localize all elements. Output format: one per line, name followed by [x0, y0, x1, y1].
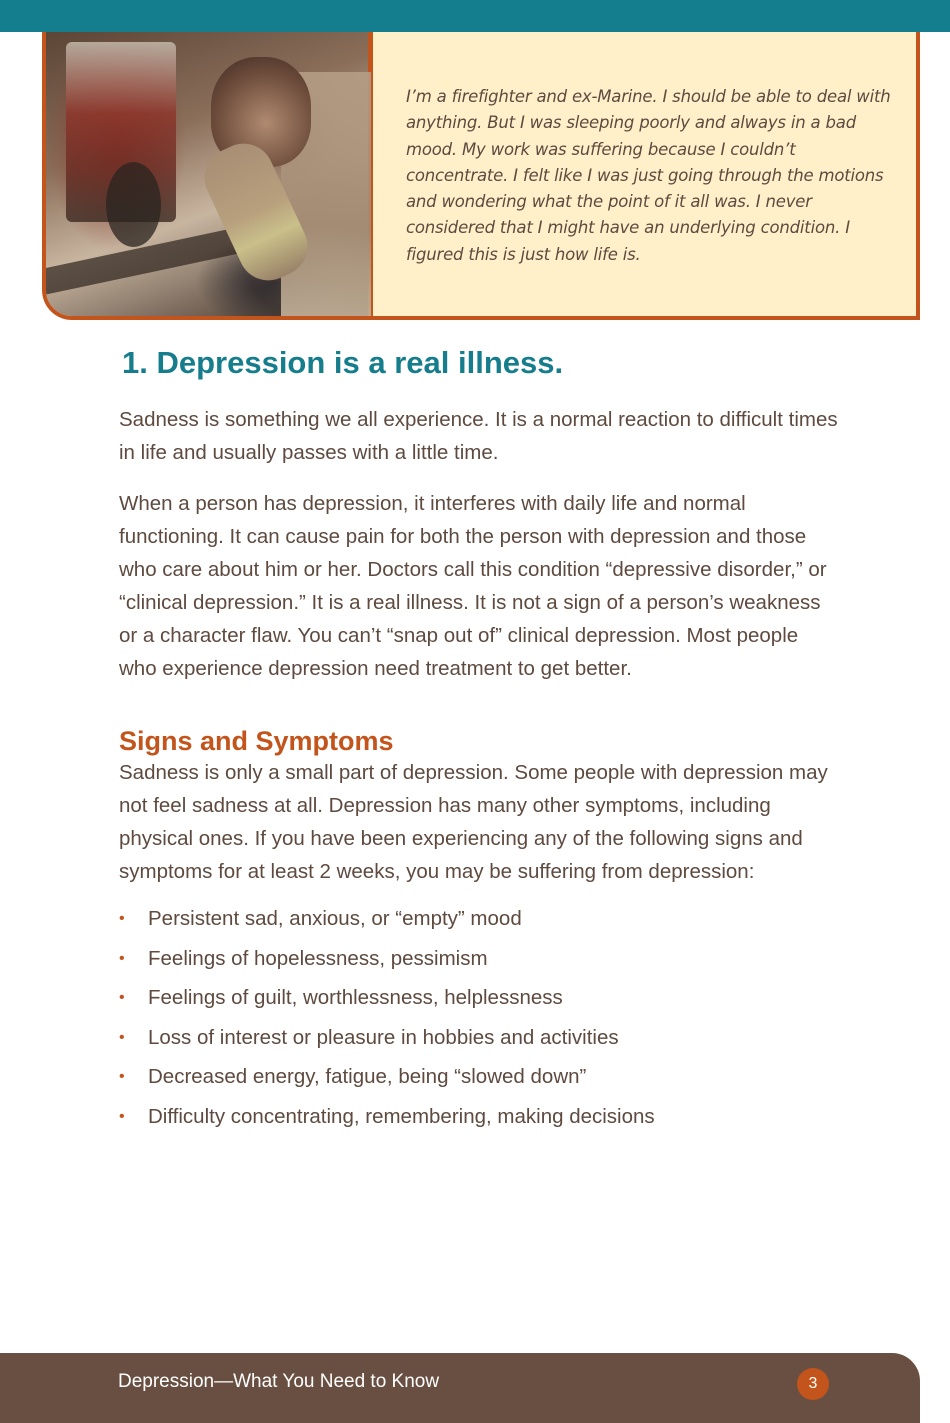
depression-paragraph: When a person has depression, it interferes with daily life and normal functioning. It can cause pain for both the person with depression and those who care about him or her. Doctors call this condition “depressive disorder,” or “clinical depression.” It is a real illness. It is not a sign of a person’s weakness or a character flaw. You can’t “snap out of” clinical depression. Most people who experience depression need treatment to get better.	[119, 492, 827, 680]
bullet-icon: •	[119, 1028, 125, 1046]
list-item	[119, 1018, 839, 1058]
list-item	[119, 978, 839, 1018]
signs-heading: Signs and Symptoms	[119, 726, 394, 756]
symptom-text: Difficulty concentrating, remembering, making decisions	[148, 1104, 655, 1128]
signs-intro: Sadness is only a small part of depression. Some people with depression may not feel sadness at all. Depression has many other symptoms, including physical ones. If you have been experiencing any of the following signs and symptoms for at least 2 weeks, you may be suffering from depression:	[119, 761, 828, 883]
symptom-text: Loss of interest or pleasure in hobbies and activities	[148, 1025, 619, 1049]
list-item	[119, 1057, 839, 1097]
testimonial-quote	[373, 32, 916, 316]
bullet-icon: •	[119, 949, 125, 967]
symptom-text: Feelings of hopelessness, pessimism	[148, 946, 488, 970]
bullet-icon: •	[119, 910, 125, 927]
symptom-text: Feelings of guilt, worthlessness, helplessness	[148, 986, 563, 1009]
list-item	[119, 899, 839, 939]
section-heading: 1. Depression is a real illness.	[122, 345, 564, 380]
bullet-icon: •	[119, 1107, 125, 1125]
page-footer	[0, 1353, 920, 1423]
header-bar	[0, 0, 950, 32]
quote-text: I’m a firefighter and ex-Marine. I should be able to deal with anything. But I was sleeping poorly and always in a bad mood. My work was suffering because I couldn’t concentrate. I felt like I was just going through the motions and wondering what the point of it all was. I never considered that I might have an underlying condition. I figured this is just how life is.	[406, 87, 891, 264]
main-content	[119, 340, 839, 1136]
truck-wheel-shape	[106, 162, 161, 247]
symptom-text: Decreased energy, fatigue, being “slowed down”	[148, 1065, 587, 1088]
bullet-icon: •	[119, 989, 125, 1006]
bullet-icon: •	[119, 1068, 125, 1085]
page-number-badge: 3	[797, 1368, 829, 1400]
symptom-list	[119, 899, 839, 1136]
testimonial-box	[42, 32, 920, 320]
firefighter-photo	[46, 32, 373, 316]
list-item	[119, 939, 839, 979]
intro-paragraph: Sadness is something we all experience. It is a normal reaction to difficult times in life and usually passes with a little time.	[119, 408, 838, 464]
symptom-text: Persistent sad, anxious, or “empty” mood	[148, 907, 522, 930]
list-item	[119, 1097, 839, 1137]
footer-title: Depression—What You Need to Know	[118, 1371, 440, 1392]
